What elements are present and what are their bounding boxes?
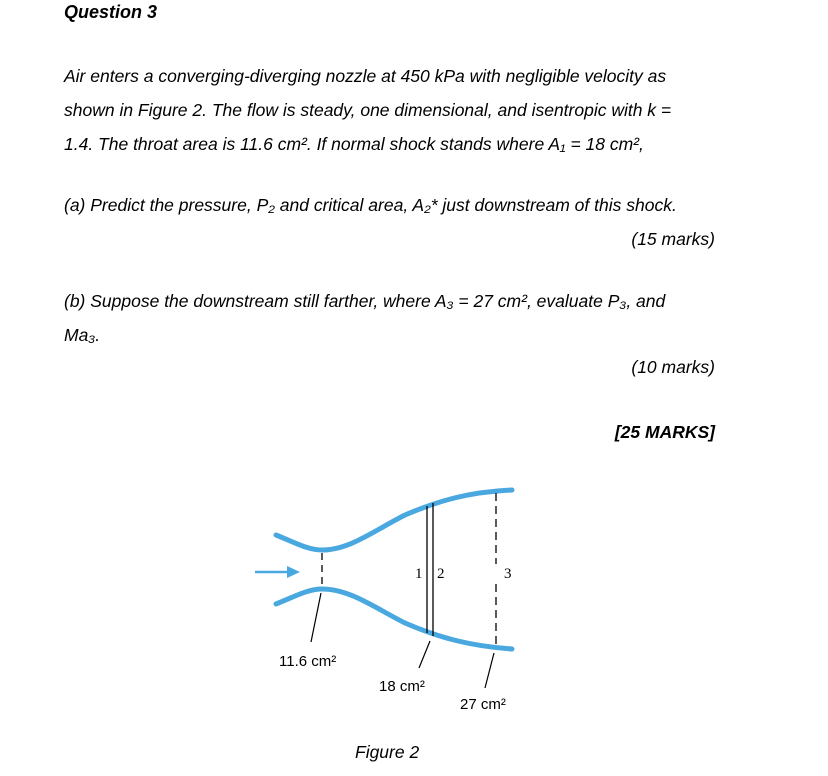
- throat-leader-line: [311, 593, 321, 642]
- exit-area-label: 27 cm²: [460, 696, 506, 713]
- exit-leader-line: [485, 653, 494, 688]
- flow-arrow-head: [287, 566, 300, 578]
- throat-area-label: 11.6 cm²: [279, 653, 337, 670]
- part-a-marks: (15 marks): [631, 229, 715, 249]
- shock-leader-line: [419, 641, 430, 668]
- part-b-marks: (10 marks): [631, 357, 715, 377]
- station-3-label: 3: [504, 566, 512, 582]
- total-marks: [25 MARKS]: [614, 422, 715, 442]
- figure-caption: Figure 2: [355, 742, 420, 762]
- question-heading: Question 3: [64, 2, 158, 22]
- shock-area-label: 18 cm²: [379, 678, 425, 695]
- part-a-text: (a) Predict the pressure, P₂ and critical area, A₂* just downstream of this shock.: [64, 195, 677, 215]
- intro-line-3: 1.4. The throat area is 11.6 cm². If normal shock stands where A₁ = 18 cm²,: [64, 134, 644, 154]
- part-b-line-2: Ma₃.: [64, 325, 101, 345]
- part-b-line-1: (b) Suppose the downstream still farther, where A₃ = 27 cm², evaluate P₃, and: [64, 291, 666, 311]
- station-2-label: 2: [437, 566, 445, 582]
- intro-line-2: shown in Figure 2. The flow is steady, one dimensional, and isentropic with k =: [64, 100, 672, 120]
- nozzle-upper-wall: [276, 490, 512, 550]
- station-1-label: 1: [415, 566, 423, 582]
- intro-line-1: Air enters a converging-diverging nozzle at 450 kPa with negligible velocity as: [64, 66, 667, 86]
